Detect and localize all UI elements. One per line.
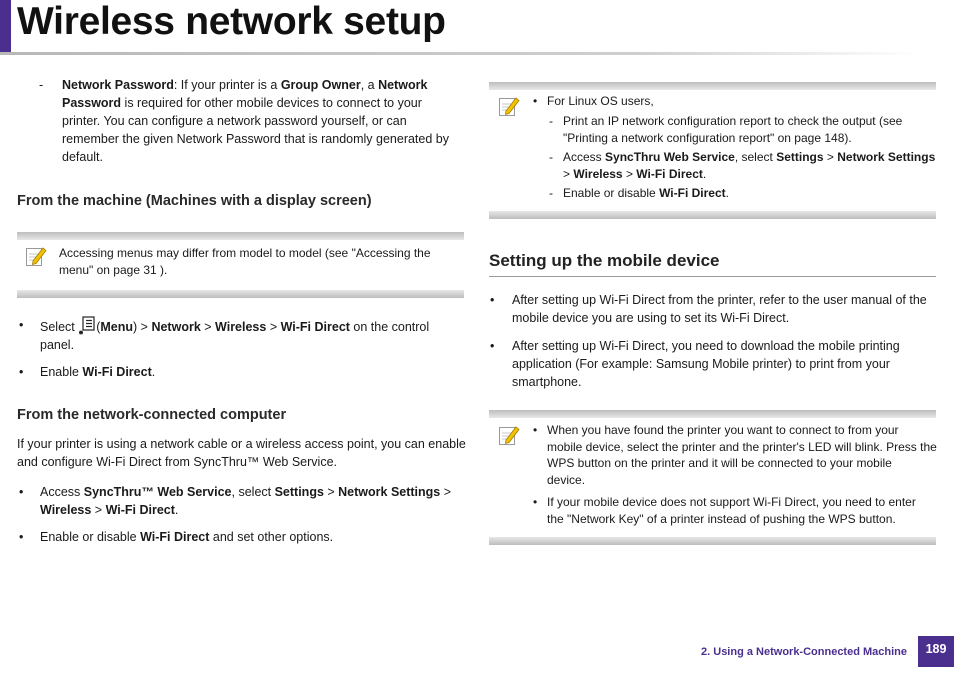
line: Access SyncThru Web Service, select Settings > Network Settings <box>563 150 936 164</box>
line: Network Password: If your printer is a Group Owner, a Network <box>62 78 428 92</box>
list-item-text: Enable Wi-Fi Direct. <box>40 365 156 379</box>
line: remember the given Network Password that is randomly generated by <box>62 132 449 146</box>
line: WPS button on the printer and it will be connected to your mobile <box>547 456 892 470</box>
heading-rule <box>489 276 936 277</box>
line: After setting up Wi-Fi Direct, you need to download the mobile printing <box>512 339 900 353</box>
bullet: • <box>533 495 538 509</box>
list-item-text: Enable or disable Wi-Fi Direct and set other options. <box>40 530 334 544</box>
computer-paragraph <box>17 435 477 471</box>
note-pencil-icon <box>498 95 520 117</box>
line: the "Network Key" of a printer instead of pushing the WPS button. <box>547 511 896 526</box>
network-password-text <box>62 76 472 166</box>
line: application (For example: Samsung Mobile printer) to print from your <box>512 357 890 371</box>
line: Select (Menu) > Network > Wireless > Wi-Fi Direct on the control <box>40 316 460 336</box>
line: > Wireless > Wi-Fi Direct. <box>563 166 707 181</box>
line: Access SyncThru™ Web Service, select Settings > Network Settings > <box>40 485 452 499</box>
line: After setting up Wi-Fi Direct from the printer, refer to the user manual of the <box>512 293 927 307</box>
line: Accessing menus may differ from model to model (see "Accessing the <box>59 246 431 260</box>
line: mobile device you are using to set its Wi-Fi Direct. <box>512 311 790 325</box>
menu-icon <box>78 316 96 336</box>
line: Password is required for other mobile devices to connect to your <box>62 96 422 110</box>
bullet: • <box>19 318 24 332</box>
bullet: • <box>533 94 538 108</box>
footer-chapter: 2. Using a Network-Connected Machine <box>701 646 907 658</box>
note-bottom-bar <box>489 537 936 545</box>
note-text <box>547 422 939 488</box>
page-number: 189 <box>918 636 954 667</box>
bullet: • <box>533 423 538 437</box>
line: If your printer is using a network cable or a wireless access point, you can enable <box>17 437 466 451</box>
note-text <box>547 494 939 527</box>
list-item-text <box>512 291 942 327</box>
computer-heading: From the network-connected computer <box>17 407 287 423</box>
line: printer. You can configure a network password yourself, or can <box>62 114 407 128</box>
linux-item-text <box>563 149 938 182</box>
list-item-text <box>40 316 460 354</box>
note-bottom-bar <box>489 211 936 219</box>
note-pencil-icon <box>25 245 47 267</box>
linux-item-text: Enable or disable Wi-Fi Direct. <box>563 186 729 200</box>
note-text <box>59 245 459 278</box>
line: default. <box>62 150 104 164</box>
line: panel. <box>40 338 75 352</box>
bullet: • <box>19 365 24 379</box>
note-top-bar <box>489 82 936 90</box>
dash-marker: - <box>549 186 553 200</box>
bullet: • <box>19 485 24 499</box>
line: "Printing a network configuration report" on page 148). <box>563 130 852 145</box>
page-title: Wireless network setup <box>17 0 446 43</box>
line: smartphone. <box>512 375 582 389</box>
bullet: • <box>19 530 24 544</box>
title-accent-bar <box>0 0 11 52</box>
line: and configure Wi-Fi Direct from SyncThru™ Web Service. <box>17 455 338 469</box>
line: device. <box>547 472 586 487</box>
line: When you have found the printer you want to connect to from your <box>547 423 899 437</box>
note-top-bar <box>17 232 464 240</box>
linux-note-title: For Linux OS users, <box>547 94 654 108</box>
line: mobile device, select the printer and the printer's LED will blink. Press the <box>547 439 937 454</box>
line: Print an IP network configuration report to check the output (see <box>563 114 903 128</box>
line: If your mobile device does not support Wi-Fi Direct, you need to enter <box>547 495 916 509</box>
machine-heading: From the machine (Machines with a display screen) <box>17 193 372 209</box>
dash-marker: - <box>39 78 44 92</box>
note-bottom-bar <box>17 290 464 298</box>
list-item-text <box>40 483 460 519</box>
line: Wireless > Wi-Fi Direct. <box>40 503 179 517</box>
mobile-heading: Setting up the mobile device <box>489 251 720 270</box>
title-rule <box>0 52 920 55</box>
line: menu" on page 31 ). <box>59 262 168 277</box>
list-item-text <box>512 337 942 391</box>
bullet: • <box>490 293 495 307</box>
bullet: • <box>490 339 495 353</box>
dash-marker: - <box>549 150 553 164</box>
note-pencil-icon <box>498 424 520 446</box>
linux-item-text <box>563 113 938 146</box>
dash-marker: - <box>549 114 553 128</box>
note-top-bar <box>489 410 936 418</box>
